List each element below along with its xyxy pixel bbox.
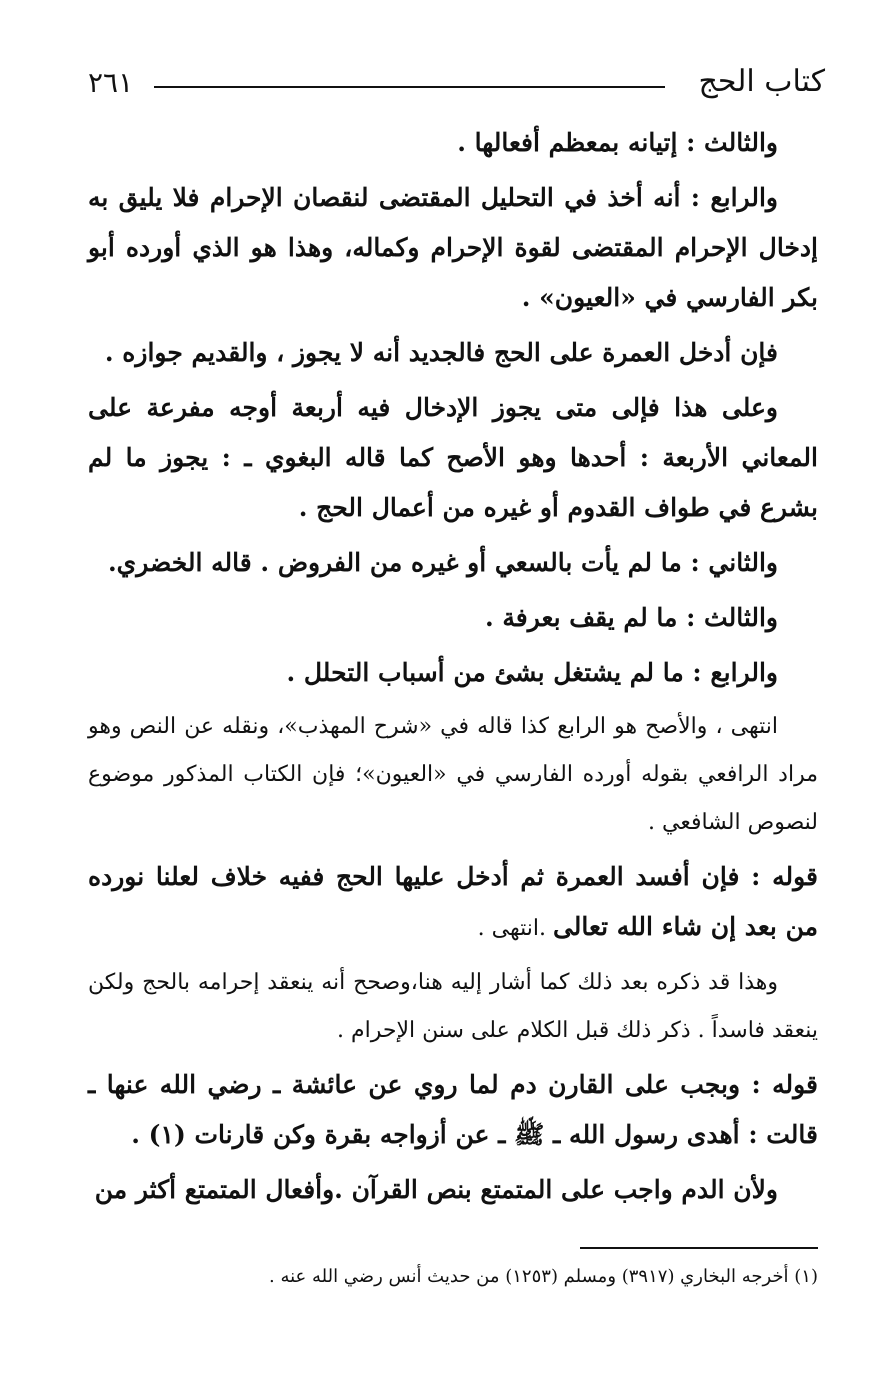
- running-title: كتاب الحج: [698, 64, 825, 99]
- paragraph: والرابع : أنه أخذ في التحليل المقتضى لنقصان الإحرام فلا يليق به إدخال الإحرام المقتضى لقوة الإحرام وكماله، وهذا هو الذي أورده أبو بكر الفارسي في «العيون» .: [88, 183, 818, 312]
- paragraph: انتهى ، والأصح هو الرابع كذا قاله في «شرح المهذب»، ونقله عن النص وهو مراد الرافعي بقوله أورده الفارسي في «العيون»؛ فإن الكتاب المذكور موضوع لنصوص الشافعي .: [88, 714, 818, 835]
- paragraph: والرابع : ما لم يشتغل بشئ من أسباب التحلل .: [286, 658, 778, 687]
- quoted-text: قوله : فإن أفسد العمرة ثم أدخل عليها الحج ففيه خلاف لعلنا نورده من بعد إن شاء الله تعالى: [88, 862, 818, 941]
- footnote-rule: [580, 1247, 818, 1249]
- page-number: ٢٦١: [88, 66, 134, 99]
- paragraph: والثالث : إتيانه بمعظم أفعالها .: [457, 128, 778, 157]
- footnote: (١) أخرجه البخاري (٣٩١٧) ومسلم (١٢٥٣) من حديث أنس رضي الله عنه .: [269, 1266, 818, 1287]
- paragraph: والثاني : ما لم يأت بالسعي أو غيره من الفروض . قاله الخضري.: [107, 548, 778, 577]
- paragraph: [88, 852, 818, 954]
- paragraph: وهذا قد ذكره بعد ذلك كما أشار إليه هنا،وصحح أنه ينعقد إحرامه بالحج ولكن ينعقد فاسداً . ذكر ذلك قبل الكلام على سنن الإحرام .: [88, 970, 818, 1043]
- main-text: [88, 118, 818, 1220]
- paragraph: والثالث : ما لم يقف بعرفة .: [484, 603, 778, 632]
- paragraph: ولأن الدم واجب على المتمتع بنص القرآن .وأفعال المتمتع أكثر من: [94, 1175, 778, 1204]
- paragraph: وعلى هذا فإلى متى يجوز الإدخال فيه أربعة أوجه مفرعة على المعاني الأربعة : أحدها وهو الأصح كما قاله البغوي ـ : يجوز ما لم بشرع في طواف القدوم أو غيره من أعمال الحج .: [88, 393, 818, 522]
- paragraph: فإن أدخل العمرة على الحج فالجديد أنه لا يجوز ، والقديم جوازه .: [104, 338, 778, 367]
- end-marker: .انتهى .: [477, 916, 553, 941]
- header-rule: [154, 86, 665, 88]
- page-header: [88, 62, 825, 112]
- paragraph: قوله : وبجب على القارن دم لما روي عن عائشة ـ رضي الله عنها ـ قالت : أهدى رسول الله ـ ﷺ ـ عن أزواجه بقرة وكن قارنات (١) .: [88, 1070, 818, 1149]
